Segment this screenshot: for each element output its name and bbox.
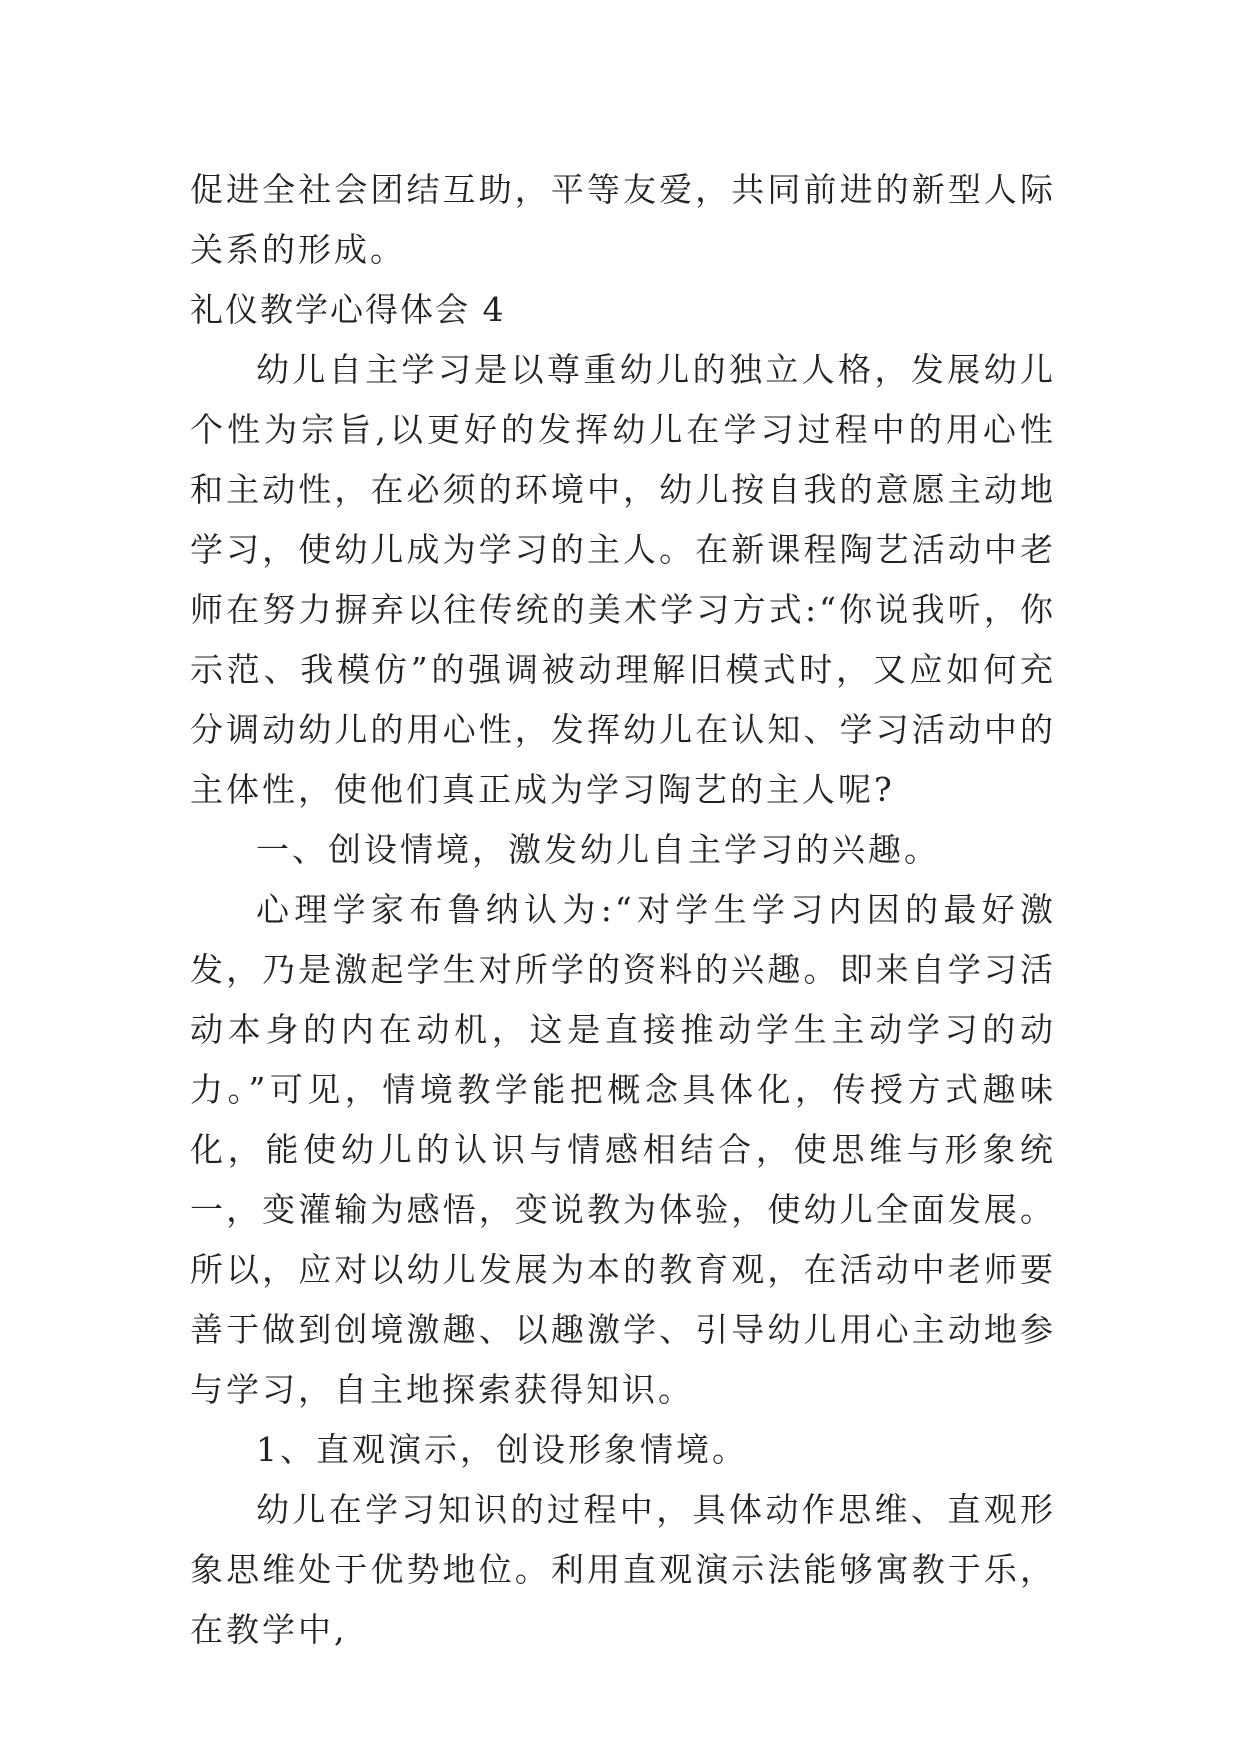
section-title: 礼仪教学心得体会 4 <box>190 290 506 329</box>
body-paragraph: 1、直观演示，创设形象情境。 <box>256 1430 748 1469</box>
document-body <box>190 160 1056 1660</box>
body-paragraph: 幼儿自主学习是以尊重幼儿的独立人格，发展幼儿个性为宗旨,以更好的发挥幼儿在学习过程中的用心性和主动性，在必须的环境中，幼儿按自我的意愿主动地学习，使幼儿成为学习的主人。在新课程陶艺活动中老师在努力摒弃以往传统的美术学习方式:“你说我听，你示范、我模仿”的强调被动理解旧模式时，又应如何充分调动幼儿的用心性，发挥幼儿在认知、学习活动中的主体性，使他们真正成为学习陶艺的主人呢? <box>190 350 1056 809</box>
body-paragraph: 心理学家布鲁纳认为:“对学生学习内因的最好激发，乃是激起学生对所学的资料的兴趣。即来自学习活动本身的内在动机，这是直接推动学生主动学习的动力。”可见，情境教学能把概念具体化，传授方式趣味化，能使幼儿的认识与情感相结合，使思维与形象统一，变灌输为感悟，变说教为体验，使幼儿全面发展。所以，应对以幼儿发展为本的教育观，在活动中老师要善于做到创境激趣、以趣激学、引导幼儿用心主动地参与学习，自主地探索获得知识。 <box>190 890 1056 1409</box>
body-paragraph: 一、创设情境，激发幼儿自主学习的兴趣。 <box>256 830 940 869</box>
continuation-paragraph: 促进全社会团结互助，平等友爱，共同前进的新型人际关系的形成。 <box>190 170 1056 269</box>
body-paragraph: 幼儿在学习知识的过程中，具体动作思维、直观形象思维处于优势地位。利用直观演示法能够寓教于乐，在教学中, <box>190 1490 1056 1649</box>
